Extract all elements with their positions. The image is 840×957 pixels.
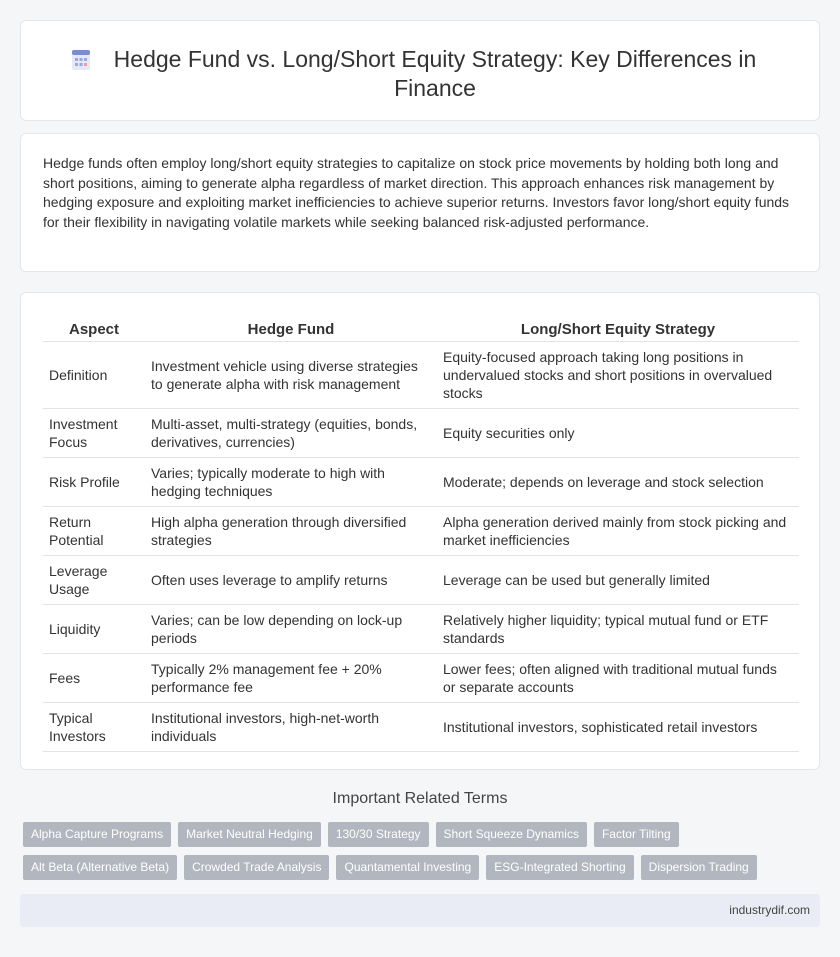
row-hedge-fund: High alpha generation through diversified strategies xyxy=(145,506,437,555)
tag-130-30[interactable]: 130/30 Strategy xyxy=(328,822,429,847)
row-aspect: Leverage Usage xyxy=(43,555,145,604)
intro-card xyxy=(20,133,820,272)
tag-alpha-capture[interactable]: Alpha Capture Programs xyxy=(23,822,171,847)
comparison-card xyxy=(20,292,820,770)
table-row xyxy=(43,702,799,751)
related-terms-tags xyxy=(23,822,823,888)
intro-paragraph: Hedge funds often employ long/short equity strategies to capitalize on stock price movements by holding both long and short positions, aiming to generate alpha regardless of market direction. This approach enhances risk management by hedging exposure and exploiting market inefficiencies to achieve superior returns. Investors favor long/short equity funds for their flexibility in navigating volatile markets while seeking balanced risk-adjusted performance. xyxy=(43,155,790,230)
tag-short-squeeze[interactable]: Short Squeeze Dynamics xyxy=(436,822,587,847)
row-hedge-fund: Multi-asset, multi-strategy (equities, bonds, derivatives, currencies) xyxy=(145,408,437,457)
header-hedge-fund: Hedge Fund xyxy=(145,315,437,341)
comparison-table xyxy=(43,315,799,752)
row-aspect: Typical Investors xyxy=(43,702,145,751)
row-long-short: Leverage can be used but generally limited xyxy=(437,555,799,604)
title-card xyxy=(20,20,820,121)
tag-dispersion-trading[interactable]: Dispersion Trading xyxy=(641,855,757,880)
row-hedge-fund: Varies; can be low depending on lock-up periods xyxy=(145,604,437,653)
table-header-row xyxy=(43,315,799,341)
table-row xyxy=(43,408,799,457)
tag-row xyxy=(23,822,823,847)
page-title: Hedge Fund vs. Long/Short Equity Strategy: Key Differences in Finance xyxy=(113,46,757,101)
row-aspect: Fees xyxy=(43,653,145,702)
header-long-short: Long/Short Equity Strategy xyxy=(437,315,799,341)
row-hedge-fund: Varies; typically moderate to high with hedging techniques xyxy=(145,457,437,506)
row-long-short: Lower fees; often aligned with traditional mutual funds or separate accounts xyxy=(437,653,799,702)
row-aspect: Risk Profile xyxy=(43,457,145,506)
row-aspect: Definition xyxy=(43,341,145,408)
tag-esg-shorting[interactable]: ESG-Integrated Shorting xyxy=(486,855,633,880)
table-row xyxy=(43,653,799,702)
row-hedge-fund: Institutional investors, high-net-worth individuals xyxy=(145,702,437,751)
tag-factor-tilting[interactable]: Factor Tilting xyxy=(594,822,679,847)
row-long-short: Moderate; depends on leverage and stock selection xyxy=(437,457,799,506)
table-row xyxy=(43,604,799,653)
row-aspect: Liquidity xyxy=(43,604,145,653)
row-long-short: Relatively higher liquidity; typical mutual fund or ETF standards xyxy=(437,604,799,653)
table-row xyxy=(43,457,799,506)
tag-quantamental[interactable]: Quantamental Investing xyxy=(336,855,479,880)
header-aspect: Aspect xyxy=(43,315,145,341)
footer xyxy=(20,894,820,927)
row-long-short: Equity securities only xyxy=(437,408,799,457)
table-row xyxy=(43,341,799,408)
tag-market-neutral[interactable]: Market Neutral Hedging xyxy=(178,822,321,847)
row-long-short: Alpha generation derived mainly from stock picking and market inefficiencies xyxy=(437,506,799,555)
table-row xyxy=(43,506,799,555)
tag-crowded-trade[interactable]: Crowded Trade Analysis xyxy=(184,855,329,880)
tag-row xyxy=(23,855,823,880)
tag-alt-beta[interactable]: Alt Beta (Alternative Beta) xyxy=(23,855,177,880)
row-hedge-fund: Investment vehicle using diverse strategies to generate alpha with risk management xyxy=(145,341,437,408)
row-hedge-fund: Often uses leverage to amplify returns xyxy=(145,555,437,604)
table-row xyxy=(43,555,799,604)
footer-site[interactable]: industrydif.com xyxy=(729,903,810,917)
related-terms-heading: Important Related Terms xyxy=(332,790,508,807)
row-hedge-fund: Typically 2% management fee + 20% performance fee xyxy=(145,653,437,702)
row-long-short: Institutional investors, sophisticated retail investors xyxy=(437,702,799,751)
row-aspect: Investment Focus xyxy=(43,408,145,457)
row-aspect: Return Potential xyxy=(43,506,145,555)
row-long-short: Equity-focused approach taking long positions in undervalued stocks and short positions in overvalued stocks xyxy=(437,341,799,408)
